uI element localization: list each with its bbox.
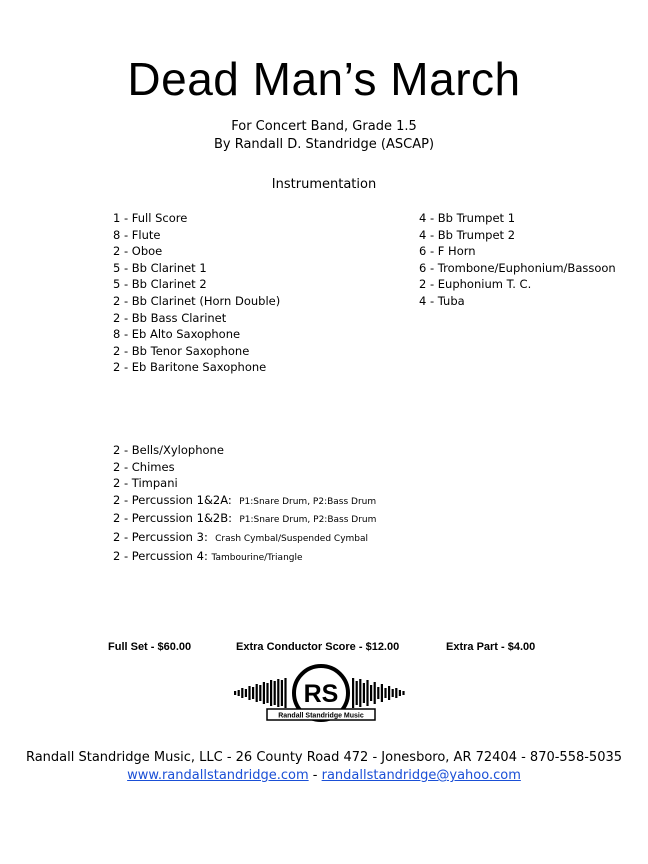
waveform-bar	[384, 688, 386, 698]
percussion-item: 2 - Bells/Xylophone	[113, 443, 224, 457]
waveform-bar	[266, 683, 268, 703]
instrument-item: 2 - Oboe	[113, 244, 163, 259]
instrument-item: 2 - Bb Clarinet (Horn Double)	[113, 293, 281, 308]
company-logo	[232, 664, 410, 732]
instrument-list-left	[113, 210, 280, 376]
waveform-bar	[238, 690, 240, 696]
waveform-bar	[281, 680, 283, 706]
percussion-item: 2 - Percussion 3: Crash Cymbal/Suspended Cymbal	[113, 529, 369, 544]
waveform-bar	[256, 684, 258, 702]
logo-initials: RS	[303, 680, 339, 708]
footer-links	[0, 768, 648, 783]
instrument-item: 8 - Eb Alto Saxophone	[113, 327, 241, 342]
percussion-note: P1:Snare Drum, P2:Bass Drum	[239, 515, 377, 526]
percussion-item: 2 - Percussion 1&2A: P1:Snare Drum, P2:Bass Drum	[113, 492, 377, 507]
footer-address: Randall Standridge Music, LLC - 26 County Road 472 - Jonesboro, AR 72404 - 870-558-5035	[25, 750, 623, 765]
waveform-bar	[252, 687, 254, 699]
waveform-bar	[381, 684, 383, 702]
composer-credit: By Randall D. Standridge (ASCAP)	[213, 137, 435, 152]
waveform-bar	[284, 678, 286, 708]
logo-banner-text: Randall Standridge Music	[278, 712, 364, 720]
instrument-item: 2 - Euphonium T. C.	[419, 277, 532, 292]
percussion-note: P1:Snare Drum, P2:Bass Drum	[239, 496, 377, 507]
website-link[interactable]: www.randallstandridge.com	[127, 768, 309, 783]
waveform-bar	[374, 682, 376, 704]
link-separator: -	[308, 768, 322, 783]
waveform-bar	[245, 689, 247, 697]
waveform-bar	[277, 679, 279, 707]
waveform-bar	[263, 682, 265, 704]
waveform-bar	[395, 688, 397, 698]
instrument-item: 8 - Flute	[113, 227, 161, 242]
subtitle: For Concert Band, Grade 1.5	[231, 119, 417, 134]
instrument-item: 6 - Trombone/Euphonium/Bassoon	[419, 260, 616, 275]
waveform-bar	[270, 680, 272, 706]
instrument-item: 4 - Bb Trumpet 1	[419, 211, 516, 225]
waveform-bar	[352, 678, 354, 708]
percussion-note: Crash Cymbal/Suspended Cymbal	[215, 533, 369, 544]
percussion-item: 2 - Chimes	[113, 459, 175, 474]
instrument-item: 2 - Eb Baritone Saxophone	[113, 360, 267, 375]
instrument-item: 5 - Bb Clarinet 1	[113, 260, 207, 275]
waveform-bar	[370, 685, 372, 701]
instrument-item: 4 - Bb Trumpet 2	[419, 227, 516, 242]
price-extra-part: Extra Part - $4.00	[446, 641, 536, 653]
percussion-item: 2 - Percussion 4: Tambourine/Triangle	[113, 548, 303, 563]
percussion-list	[113, 442, 376, 566]
percussion-item: 2 - Timpani	[113, 476, 178, 491]
waveform-bar	[359, 679, 361, 707]
waveform-bar	[366, 680, 368, 706]
waveform-bar	[234, 691, 236, 695]
email-link[interactable]: randallstandridge@yahoo.com	[321, 768, 521, 783]
instrumentation-heading: Instrumentation	[271, 177, 377, 192]
instrument-item: 5 - Bb Clarinet 2	[113, 277, 207, 292]
waveform-bar	[402, 691, 404, 695]
waveform-bar	[392, 689, 394, 697]
waveform-bar	[363, 683, 365, 703]
instrument-list-right	[419, 210, 616, 310]
instrument-item: 2 - Bb Tenor Saxophone	[113, 343, 250, 358]
instrument-item: 2 - Bb Bass Clarinet	[113, 310, 227, 325]
percussion-item: 2 - Percussion 1&2B: P1:Snare Drum, P2:Bass Drum	[113, 511, 377, 526]
instrument-item: 6 - F Horn	[419, 244, 476, 259]
waveform-bar	[399, 690, 401, 696]
percussion-note: Tambourine/Triangle	[211, 552, 303, 563]
page-title: Dead Man’s March	[127, 53, 521, 105]
waveform-bar	[259, 685, 261, 701]
waveform-bar	[241, 688, 243, 698]
instrument-item: 4 - Tuba	[419, 293, 465, 308]
price-extra-score: Extra Conductor Score - $12.00	[236, 641, 400, 653]
price-full-set: Full Set - $60.00	[108, 641, 192, 653]
waveform-bar	[388, 686, 390, 700]
waveform-bar	[377, 687, 379, 699]
waveform-bar	[248, 686, 250, 700]
waveform-bar	[274, 681, 276, 705]
instrument-item: 1 - Full Score	[113, 211, 188, 225]
waveform-bar	[356, 681, 358, 705]
